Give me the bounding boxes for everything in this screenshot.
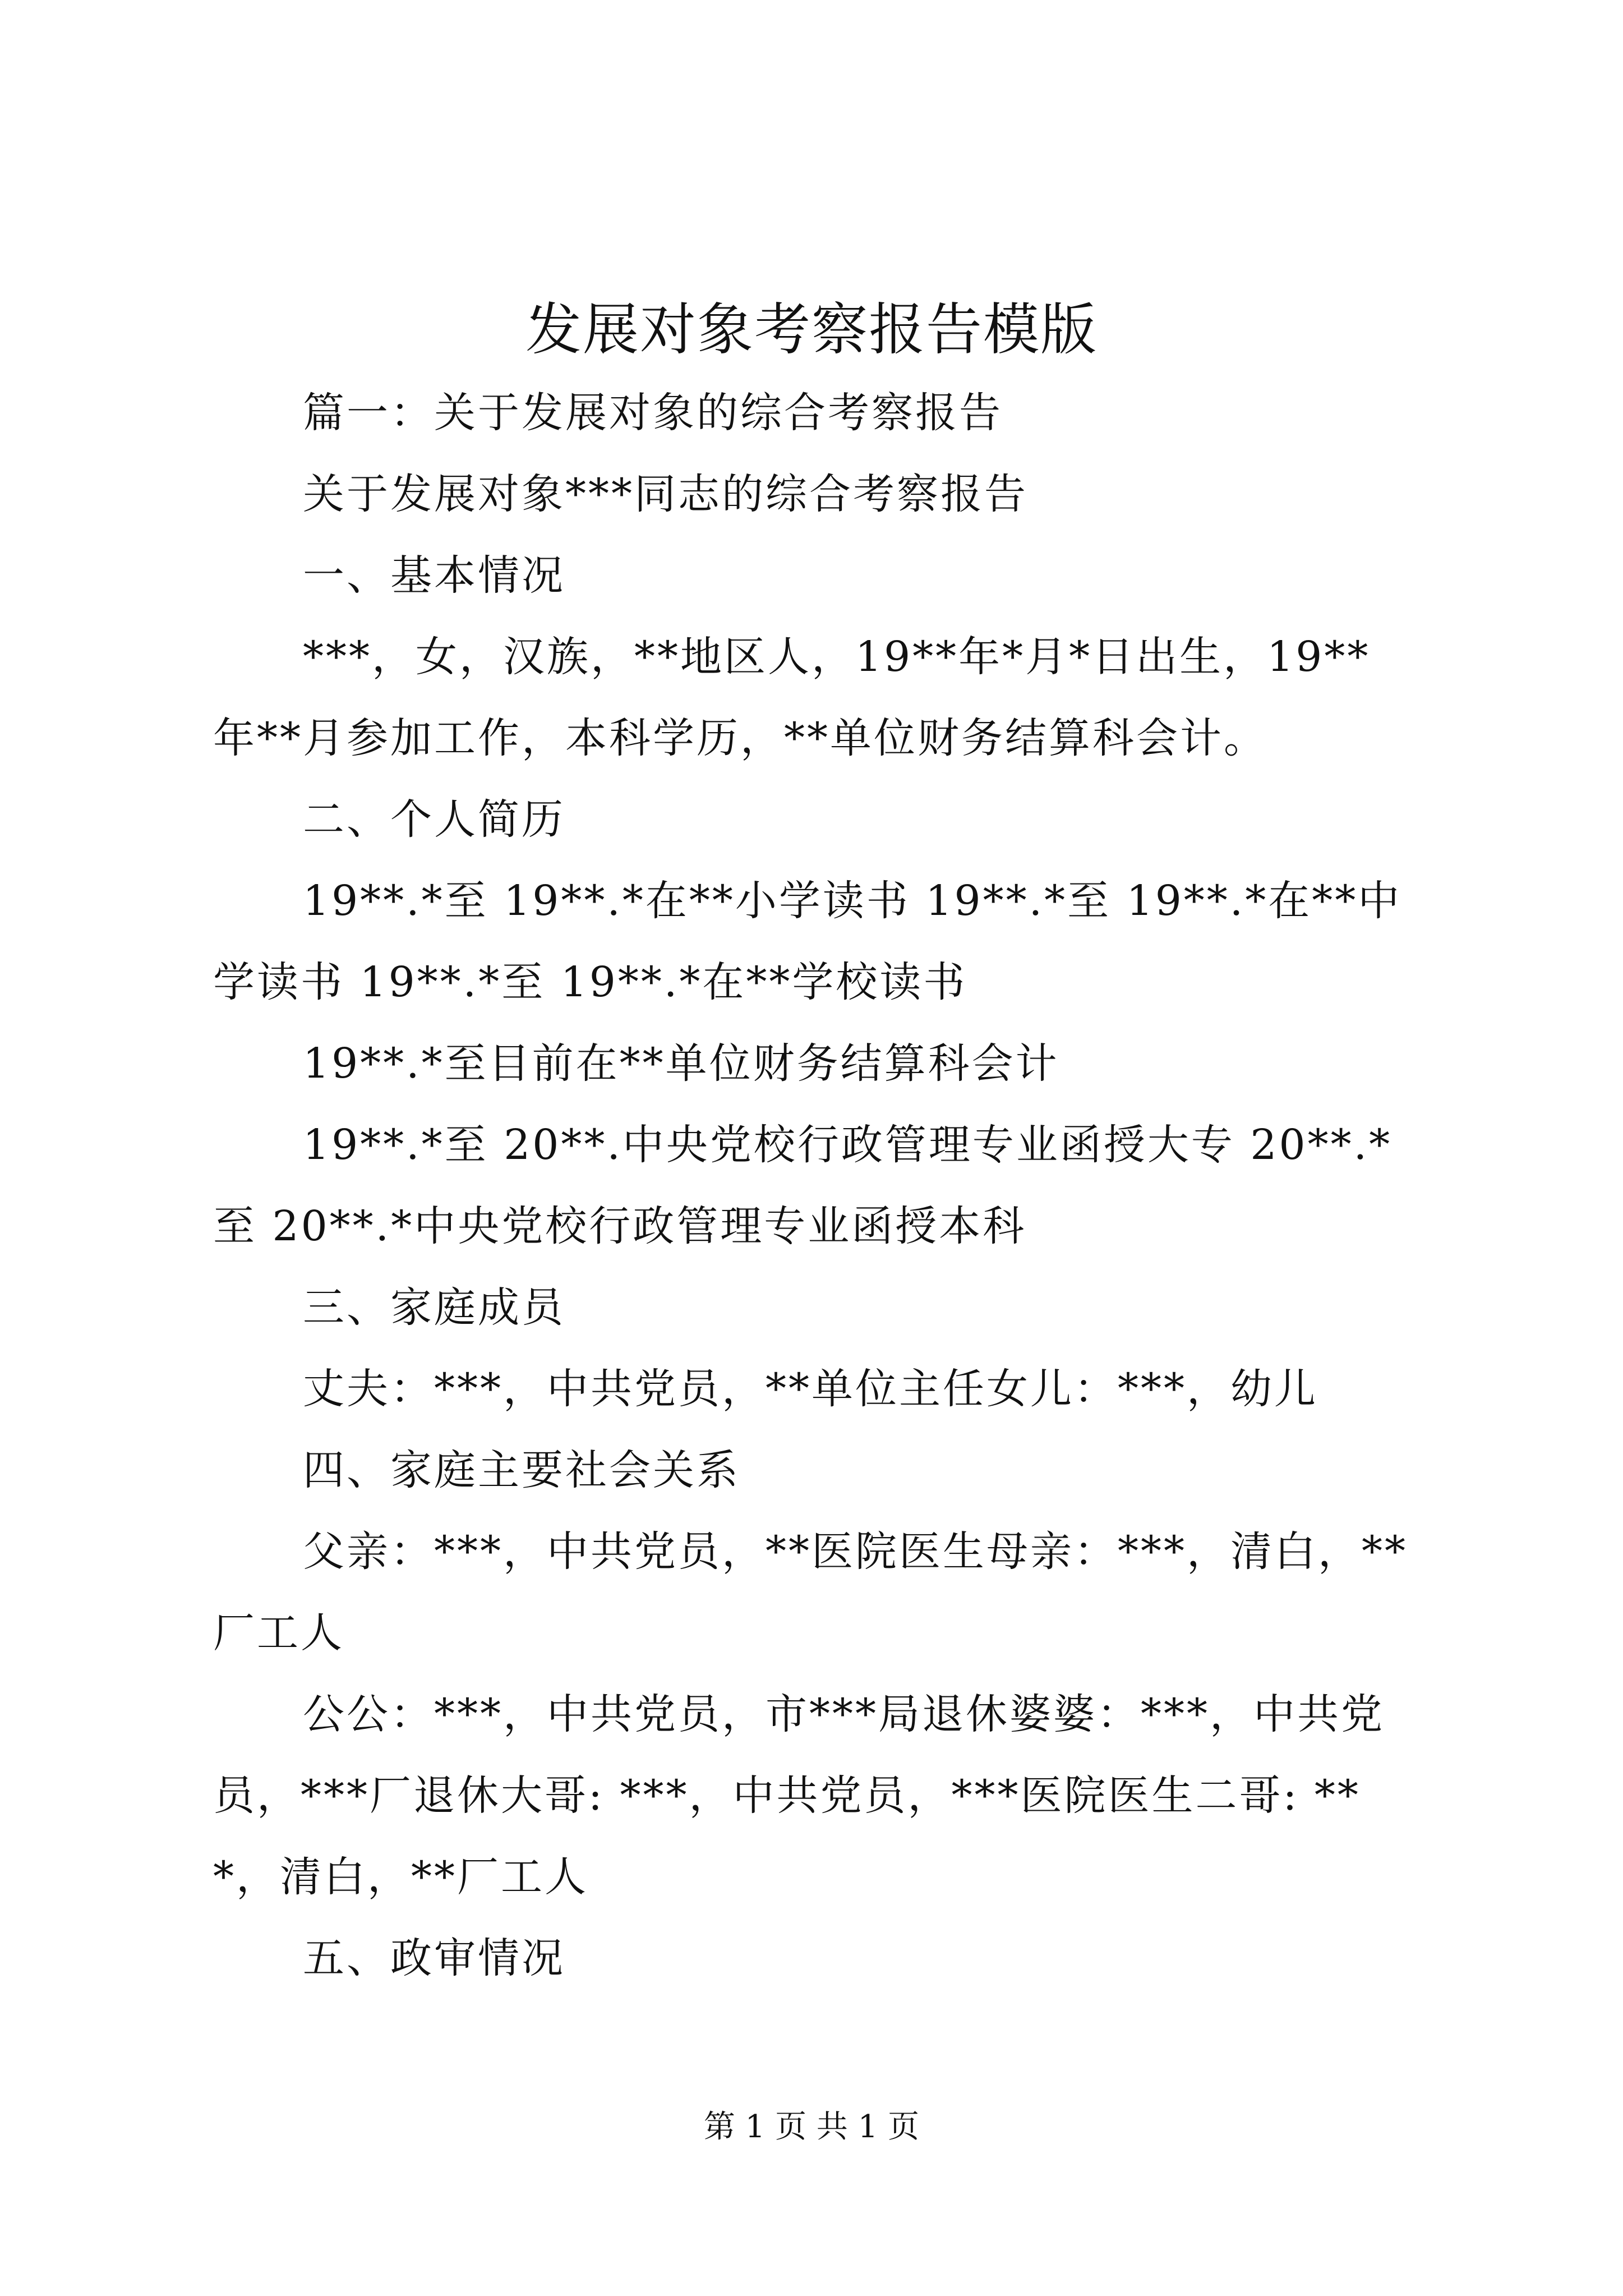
document-title: 发展对象考察报告模版 xyxy=(525,297,1098,362)
section-heading-family: 三、家庭成员 xyxy=(303,1283,565,1332)
section-heading-social-relations: 四、家庭主要社会关系 xyxy=(303,1446,740,1494)
paragraph-basic-info: ***，女，汉族，**地区人，19**年*月*日出生，19**年**月参加工作，本科学历，**单位财务结算科会计。 xyxy=(213,633,1371,762)
paragraph-report-title: 关于发展对象***同志的综合考察报告 xyxy=(303,470,1028,518)
paragraph-in-laws: 公公：***，中共党员，市***局退休婆婆：***，中共党员，***厂退休大哥: ***，中共党员，***医院医生二哥: ***，清白，**厂工人 xyxy=(213,1690,1385,1901)
paragraph-heading-part-one: 篇一：关于发展对象的综合考察报告 xyxy=(303,389,1003,437)
document-body xyxy=(213,372,1413,1999)
paragraph-parents: 父亲：***，中共党员，**医院医生母亲：***，清白，**厂工人 xyxy=(213,1527,1408,1657)
paragraph-family-members: 丈夫：***，中共党员，**单位主任女儿：***，幼儿 xyxy=(303,1365,1318,1413)
section-heading-resume: 二、个人简历 xyxy=(303,795,565,844)
paragraph-resume-work: 19**.*至目前在**单位财务结算科会计 xyxy=(303,1039,1059,1088)
section-heading-basic-info: 一、基本情况 xyxy=(303,551,565,600)
paragraph-resume-schools: 19**.*至 19**.*在**小学读书 19**.*至 19**.*在**中学读书 19**.*至 19**.*在**学校读书 xyxy=(213,877,1402,1006)
paragraph-resume-education: 19**.*至 20**.中央党校行政管理专业函授大专 20**.*至 20**.*中央党校行政管理专业函授本科 xyxy=(213,1121,1393,1250)
page-footer: 第 1 页 共 1 页 xyxy=(703,2109,920,2145)
section-heading-political-review: 五、政审情况 xyxy=(303,1934,565,1982)
